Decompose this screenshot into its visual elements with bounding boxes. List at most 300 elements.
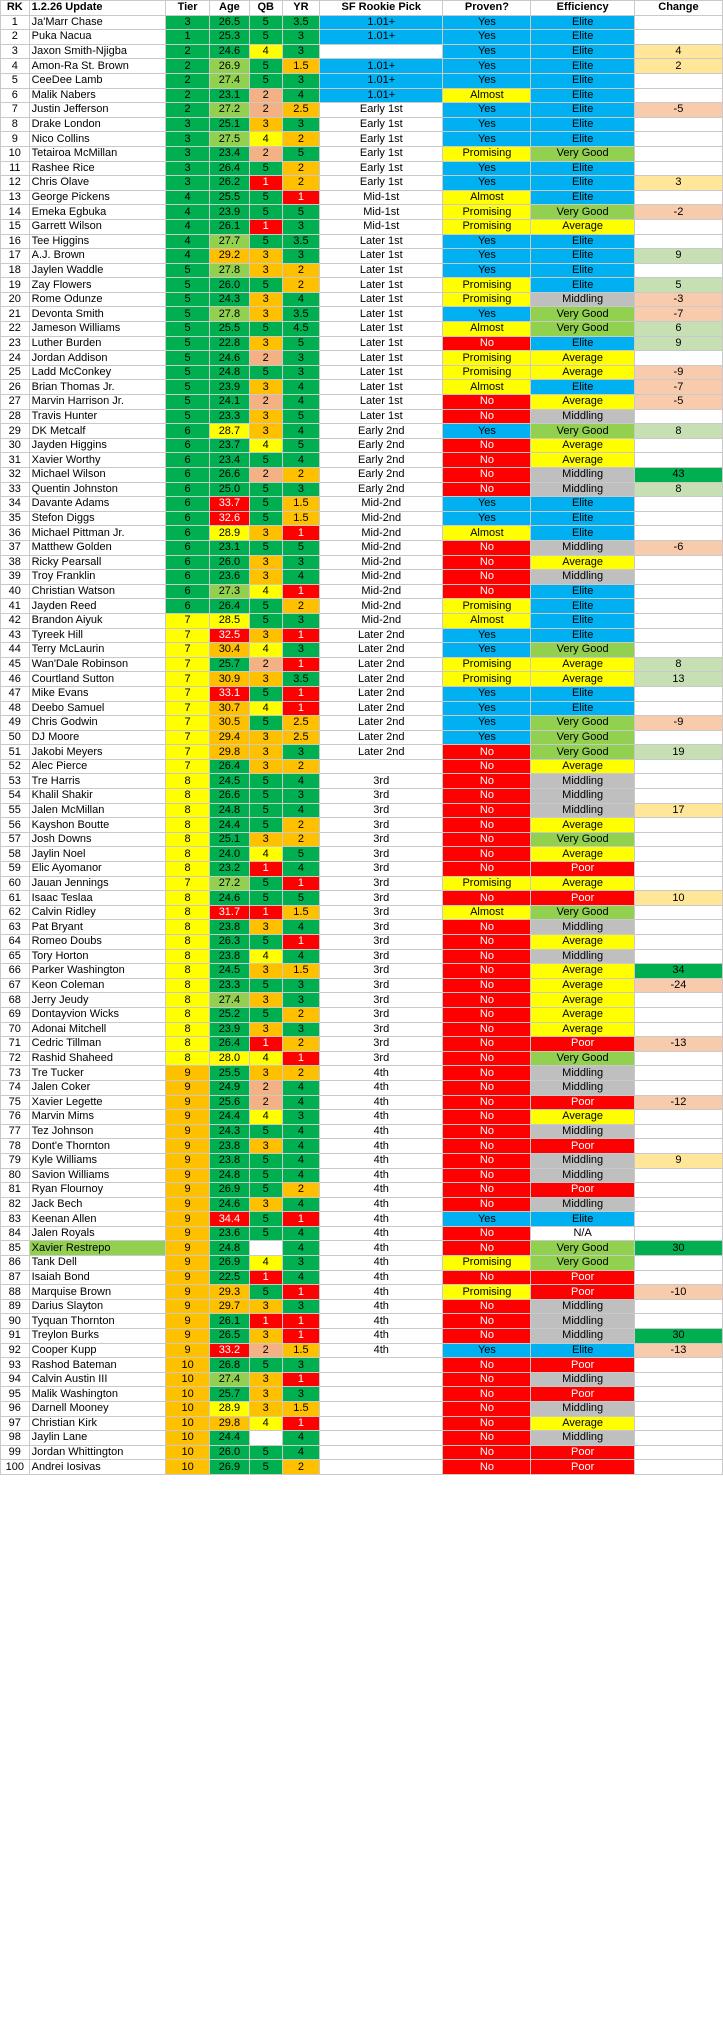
player-name-cell: Dontayvion Wicks [29, 1007, 165, 1022]
efficiency-cell: Elite [531, 584, 634, 599]
rank-cell: 37 [1, 540, 30, 555]
efficiency-cell: Middling [531, 1080, 634, 1095]
age-cell: 33.2 [210, 1343, 250, 1358]
efficiency-cell: Elite [531, 380, 634, 395]
age-cell: 22.8 [210, 336, 250, 351]
qb-cell: 5 [249, 365, 282, 380]
sf-rookie-pick-cell: 4th [320, 1270, 443, 1285]
efficiency-cell: Poor [531, 1183, 634, 1198]
sf-rookie-pick-cell: 3rd [320, 905, 443, 920]
yr-cell: 1 [282, 876, 319, 891]
proven-cell: No [443, 1153, 531, 1168]
efficiency-cell: Average [531, 818, 634, 833]
rank-cell: 50 [1, 730, 30, 745]
yr-cell: 3 [282, 1256, 319, 1271]
sf-rookie-pick-cell: 4th [320, 1183, 443, 1198]
table-row [1, 759, 723, 774]
proven-cell: No [443, 1037, 531, 1052]
yr-cell: 1.5 [282, 964, 319, 979]
table-row [1, 891, 723, 906]
tier-cell: 4 [166, 205, 210, 220]
player-name-cell: Nico Collins [29, 132, 165, 147]
efficiency-cell: Middling [531, 570, 634, 585]
table-row [1, 1329, 723, 1344]
proven-cell: No [443, 745, 531, 760]
age-cell: 26.8 [210, 1358, 250, 1373]
table-row [1, 789, 723, 804]
change-cell [634, 774, 722, 789]
rank-cell: 15 [1, 219, 30, 234]
qb-cell: 5 [249, 1285, 282, 1300]
tier-cell: 6 [166, 468, 210, 483]
efficiency-cell: Poor [531, 1270, 634, 1285]
player-name-cell: Chris Olave [29, 176, 165, 191]
age-cell: 26.4 [210, 759, 250, 774]
tier-cell: 9 [166, 1139, 210, 1154]
yr-cell: 3 [282, 1110, 319, 1125]
age-cell: 28.7 [210, 424, 250, 439]
rank-cell: 84 [1, 1226, 30, 1241]
tier-cell: 8 [166, 949, 210, 964]
rank-cell: 93 [1, 1358, 30, 1373]
player-name-cell: Alec Pierce [29, 759, 165, 774]
qb-cell: 5 [249, 891, 282, 906]
efficiency-cell: Middling [531, 1299, 634, 1314]
change-cell: -9 [634, 716, 722, 731]
sf-rookie-pick-cell: 3rd [320, 978, 443, 993]
player-name-cell: Jack Bech [29, 1197, 165, 1212]
tier-cell: 5 [166, 292, 210, 307]
age-cell: 23.9 [210, 1022, 250, 1037]
change-cell [634, 862, 722, 877]
change-cell: -13 [634, 1343, 722, 1358]
player-name-cell: Jalen McMillan [29, 803, 165, 818]
sf-rookie-pick-cell: 4th [320, 1124, 443, 1139]
yr-cell: 5 [282, 146, 319, 161]
efficiency-cell: Average [531, 1416, 634, 1431]
rank-cell: 35 [1, 511, 30, 526]
qb-cell: 5 [249, 935, 282, 950]
efficiency-cell: Very Good [531, 905, 634, 920]
change-cell: -3 [634, 292, 722, 307]
yr-cell: 4 [282, 1095, 319, 1110]
rank-cell: 6 [1, 88, 30, 103]
table-row [1, 905, 723, 920]
tier-cell: 9 [166, 1110, 210, 1125]
rank-cell: 4 [1, 59, 30, 74]
age-cell: 24.3 [210, 292, 250, 307]
yr-cell: 3 [282, 1022, 319, 1037]
age-cell: 26.0 [210, 555, 250, 570]
proven-cell: No [443, 949, 531, 964]
proven-cell: Yes [443, 132, 531, 147]
sf-rookie-pick-cell: Mid-2nd [320, 613, 443, 628]
sf-rookie-pick-cell: 3rd [320, 862, 443, 877]
qb-cell: 1 [249, 219, 282, 234]
player-name-cell: George Pickens [29, 190, 165, 205]
proven-cell: No [443, 1007, 531, 1022]
change-cell: -9 [634, 365, 722, 380]
proven-cell: No [443, 891, 531, 906]
qb-cell: 3 [249, 1139, 282, 1154]
age-cell: 26.3 [210, 935, 250, 950]
change-cell [634, 511, 722, 526]
qb-cell: 1 [249, 176, 282, 191]
yr-cell: 4 [282, 774, 319, 789]
tier-cell: 9 [166, 1168, 210, 1183]
yr-cell: 3 [282, 117, 319, 132]
rank-cell: 26 [1, 380, 30, 395]
yr-cell: 2 [282, 1007, 319, 1022]
change-cell [634, 1460, 722, 1475]
tier-cell: 6 [166, 570, 210, 585]
qb-cell: 4 [249, 584, 282, 599]
sf-rookie-pick-cell [320, 1372, 443, 1387]
rank-cell: 63 [1, 920, 30, 935]
sf-rookie-pick-cell: 4th [320, 1110, 443, 1125]
yr-cell: 4 [282, 1080, 319, 1095]
change-cell [634, 1256, 722, 1271]
age-cell: 23.6 [210, 1226, 250, 1241]
change-cell [634, 73, 722, 88]
yr-cell: 4 [282, 1124, 319, 1139]
sf-rookie-pick-cell: 4th [320, 1168, 443, 1183]
table-row [1, 613, 723, 628]
qb-cell: 3 [249, 424, 282, 439]
proven-cell: No [443, 1358, 531, 1373]
yr-cell: 4 [282, 1270, 319, 1285]
tier-cell: 9 [166, 1080, 210, 1095]
rank-cell: 8 [1, 117, 30, 132]
proven-cell: No [443, 1183, 531, 1198]
player-name-cell: Josh Downs [29, 832, 165, 847]
efficiency-cell: Poor [531, 891, 634, 906]
efficiency-cell: Middling [531, 1124, 634, 1139]
yr-cell: 1 [282, 1314, 319, 1329]
player-name-cell: Ryan Flournoy [29, 1183, 165, 1198]
age-cell: 27.3 [210, 584, 250, 599]
rank-cell: 22 [1, 322, 30, 337]
player-name-cell: Wan'Dale Robinson [29, 657, 165, 672]
table-row [1, 993, 723, 1008]
player-name-cell: Jalen Royals [29, 1226, 165, 1241]
tier-cell: 5 [166, 322, 210, 337]
sf-rookie-pick-cell: 3rd [320, 832, 443, 847]
table-row [1, 1372, 723, 1387]
sf-rookie-pick-cell: Later 1st [320, 395, 443, 410]
proven-cell: No [443, 1168, 531, 1183]
player-name-cell: DK Metcalf [29, 424, 165, 439]
qb-cell: 2 [249, 657, 282, 672]
yr-cell: 2 [282, 759, 319, 774]
player-name-cell: Kayshon Boutte [29, 818, 165, 833]
table-row [1, 30, 723, 45]
efficiency-cell: Elite [531, 132, 634, 147]
table-row [1, 1358, 723, 1373]
table-row [1, 278, 723, 293]
qb-cell: 3 [249, 570, 282, 585]
qb-cell: 5 [249, 511, 282, 526]
change-cell [634, 730, 722, 745]
rank-cell: 99 [1, 1445, 30, 1460]
yr-cell: 1 [282, 1285, 319, 1300]
rank-cell: 16 [1, 234, 30, 249]
rank-cell: 88 [1, 1285, 30, 1300]
table-row [1, 978, 723, 993]
qb-cell: 3 [249, 336, 282, 351]
qb-cell: 3 [249, 1299, 282, 1314]
proven-cell: Yes [443, 176, 531, 191]
change-cell [634, 1007, 722, 1022]
tier-cell: 9 [166, 1241, 210, 1256]
tier-cell: 5 [166, 307, 210, 322]
table-row [1, 409, 723, 424]
change-cell: -5 [634, 395, 722, 410]
table-row [1, 803, 723, 818]
tier-cell: 5 [166, 409, 210, 424]
age-cell: 24.0 [210, 847, 250, 862]
proven-cell: No [443, 1139, 531, 1154]
proven-cell: Yes [443, 1343, 531, 1358]
sf-rookie-pick-cell: 3rd [320, 993, 443, 1008]
efficiency-cell: Poor [531, 862, 634, 877]
table-row [1, 832, 723, 847]
qb-cell: 4 [249, 1256, 282, 1271]
table-row [1, 526, 723, 541]
proven-cell: No [443, 1445, 531, 1460]
change-cell [634, 1358, 722, 1373]
yr-cell: 4 [282, 1445, 319, 1460]
change-cell: -5 [634, 103, 722, 118]
change-cell: -13 [634, 1037, 722, 1052]
player-name-cell: Isaac Teslaa [29, 891, 165, 906]
efficiency-cell: Average [531, 672, 634, 687]
table-row [1, 468, 723, 483]
tier-cell: 10 [166, 1358, 210, 1373]
change-cell [634, 570, 722, 585]
change-cell: -24 [634, 978, 722, 993]
proven-cell: Almost [443, 380, 531, 395]
change-cell [634, 234, 722, 249]
qb-cell: 2 [249, 1095, 282, 1110]
rank-cell: 30 [1, 438, 30, 453]
yr-cell: 3 [282, 249, 319, 264]
yr-cell: 1 [282, 1051, 319, 1066]
efficiency-cell: Middling [531, 1402, 634, 1417]
proven-cell: Yes [443, 643, 531, 658]
change-cell [634, 1051, 722, 1066]
change-cell [634, 584, 722, 599]
tier-cell: 6 [166, 584, 210, 599]
rank-cell: 41 [1, 599, 30, 614]
efficiency-cell: Middling [531, 1314, 634, 1329]
player-name-cell: Keenan Allen [29, 1212, 165, 1227]
age-cell: 29.3 [210, 1285, 250, 1300]
table-row [1, 1095, 723, 1110]
qb-cell: 5 [249, 1007, 282, 1022]
proven-cell: No [443, 1124, 531, 1139]
rank-cell: 95 [1, 1387, 30, 1402]
efficiency-cell: Elite [531, 628, 634, 643]
yr-cell: 2 [282, 1183, 319, 1198]
table-header-row [1, 1, 723, 16]
tier-cell: 3 [166, 15, 210, 30]
sf-rookie-pick-cell: 3rd [320, 847, 443, 862]
change-cell [634, 1110, 722, 1125]
rank-cell: 21 [1, 307, 30, 322]
age-cell: 27.5 [210, 132, 250, 147]
qb-cell: 4 [249, 438, 282, 453]
player-name-cell: Ladd McConkey [29, 365, 165, 380]
efficiency-cell: Very Good [531, 1051, 634, 1066]
table-row [1, 570, 723, 585]
change-cell: 3 [634, 176, 722, 191]
efficiency-cell: Middling [531, 1066, 634, 1081]
age-cell: 25.5 [210, 190, 250, 205]
player-name-cell: Drake London [29, 117, 165, 132]
qb-cell: 5 [249, 613, 282, 628]
rank-cell: 47 [1, 686, 30, 701]
age-cell: 23.2 [210, 862, 250, 877]
tier-cell: 10 [166, 1402, 210, 1417]
age-cell: 26.5 [210, 1329, 250, 1344]
efficiency-cell: Poor [531, 1139, 634, 1154]
efficiency-cell: Average [531, 351, 634, 366]
efficiency-cell: Poor [531, 1445, 634, 1460]
efficiency-cell: N/A [531, 1226, 634, 1241]
qb-cell [249, 1241, 282, 1256]
table-row [1, 599, 723, 614]
qb-cell: 4 [249, 44, 282, 59]
tier-cell: 6 [166, 453, 210, 468]
rank-cell: 33 [1, 482, 30, 497]
table-row [1, 497, 723, 512]
efficiency-cell: Average [531, 657, 634, 672]
age-cell: 25.5 [210, 322, 250, 337]
tier-cell: 7 [166, 759, 210, 774]
player-name-cell: Jaylin Noel [29, 847, 165, 862]
proven-cell: No [443, 540, 531, 555]
age-cell: 25.3 [210, 30, 250, 45]
tier-cell: 9 [166, 1256, 210, 1271]
rank-cell: 48 [1, 701, 30, 716]
tier-cell: 8 [166, 920, 210, 935]
proven-cell: No [443, 862, 531, 877]
age-cell: 26.4 [210, 161, 250, 176]
yr-cell: 4 [282, 292, 319, 307]
rank-cell: 83 [1, 1212, 30, 1227]
efficiency-cell: Average [531, 438, 634, 453]
change-cell [634, 1387, 722, 1402]
player-name-cell: Treylon Burks [29, 1329, 165, 1344]
qb-cell: 5 [249, 876, 282, 891]
age-cell: 26.1 [210, 219, 250, 234]
yr-cell: 1 [282, 190, 319, 205]
rank-cell: 67 [1, 978, 30, 993]
rank-cell: 51 [1, 745, 30, 760]
age-cell: 24.6 [210, 44, 250, 59]
proven-cell: Yes [443, 701, 531, 716]
tier-cell: 9 [166, 1299, 210, 1314]
proven-cell: Promising [443, 1256, 531, 1271]
table-row [1, 1387, 723, 1402]
table-row [1, 584, 723, 599]
qb-cell: 4 [249, 132, 282, 147]
change-cell [634, 701, 722, 716]
proven-cell: No [443, 1080, 531, 1095]
efficiency-cell: Elite [531, 599, 634, 614]
table-row [1, 672, 723, 687]
player-name-cell: Ja'Marr Chase [29, 15, 165, 30]
age-cell: 26.5 [210, 15, 250, 30]
tier-cell: 8 [166, 993, 210, 1008]
sf-rookie-pick-cell: Early 1st [320, 176, 443, 191]
age-cell: 23.9 [210, 205, 250, 220]
efficiency-cell: Very Good [531, 146, 634, 161]
change-cell [634, 1022, 722, 1037]
age-cell: 22.5 [210, 1270, 250, 1285]
table-row [1, 234, 723, 249]
tier-cell: 6 [166, 511, 210, 526]
yr-cell: 1 [282, 657, 319, 672]
rank-cell: 55 [1, 803, 30, 818]
table-row [1, 730, 723, 745]
yr-cell: 1 [282, 584, 319, 599]
qb-cell: 3 [249, 409, 282, 424]
proven-cell: No [443, 1095, 531, 1110]
player-name-cell: Travis Hunter [29, 409, 165, 424]
age-cell: 30.5 [210, 716, 250, 731]
change-cell: 13 [634, 672, 722, 687]
yr-cell: 4 [282, 453, 319, 468]
tier-cell: 3 [166, 161, 210, 176]
change-cell [634, 847, 722, 862]
tier-cell: 6 [166, 497, 210, 512]
table-row [1, 351, 723, 366]
change-cell [634, 1212, 722, 1227]
table-row [1, 1431, 723, 1446]
sf-rookie-pick-cell: Later 1st [320, 234, 443, 249]
yr-cell: 2 [282, 818, 319, 833]
rank-cell: 77 [1, 1124, 30, 1139]
age-cell: 32.5 [210, 628, 250, 643]
rank-cell: 42 [1, 613, 30, 628]
change-cell: 30 [634, 1329, 722, 1344]
rank-cell: 19 [1, 278, 30, 293]
efficiency-cell: Middling [531, 292, 634, 307]
age-cell: 24.5 [210, 774, 250, 789]
tier-cell: 8 [166, 1007, 210, 1022]
proven-cell: No [443, 1066, 531, 1081]
yr-cell: 1 [282, 1416, 319, 1431]
tier-cell: 5 [166, 351, 210, 366]
qb-cell: 3 [249, 380, 282, 395]
sf-rookie-pick-cell: Mid-2nd [320, 570, 443, 585]
player-name-cell: Rashod Bateman [29, 1358, 165, 1373]
efficiency-cell: Poor [531, 1285, 634, 1300]
yr-cell: 1 [282, 1329, 319, 1344]
tier-cell: 7 [166, 730, 210, 745]
proven-cell: No [443, 1226, 531, 1241]
age-cell: 27.4 [210, 993, 250, 1008]
sf-rookie-pick-cell: Early 1st [320, 103, 443, 118]
age-cell: 26.4 [210, 1037, 250, 1052]
yr-cell: 1.5 [282, 511, 319, 526]
qb-cell: 3 [249, 117, 282, 132]
player-name-cell: Jaylin Lane [29, 1431, 165, 1446]
age-cell: 24.4 [210, 1110, 250, 1125]
age-cell: 27.4 [210, 73, 250, 88]
